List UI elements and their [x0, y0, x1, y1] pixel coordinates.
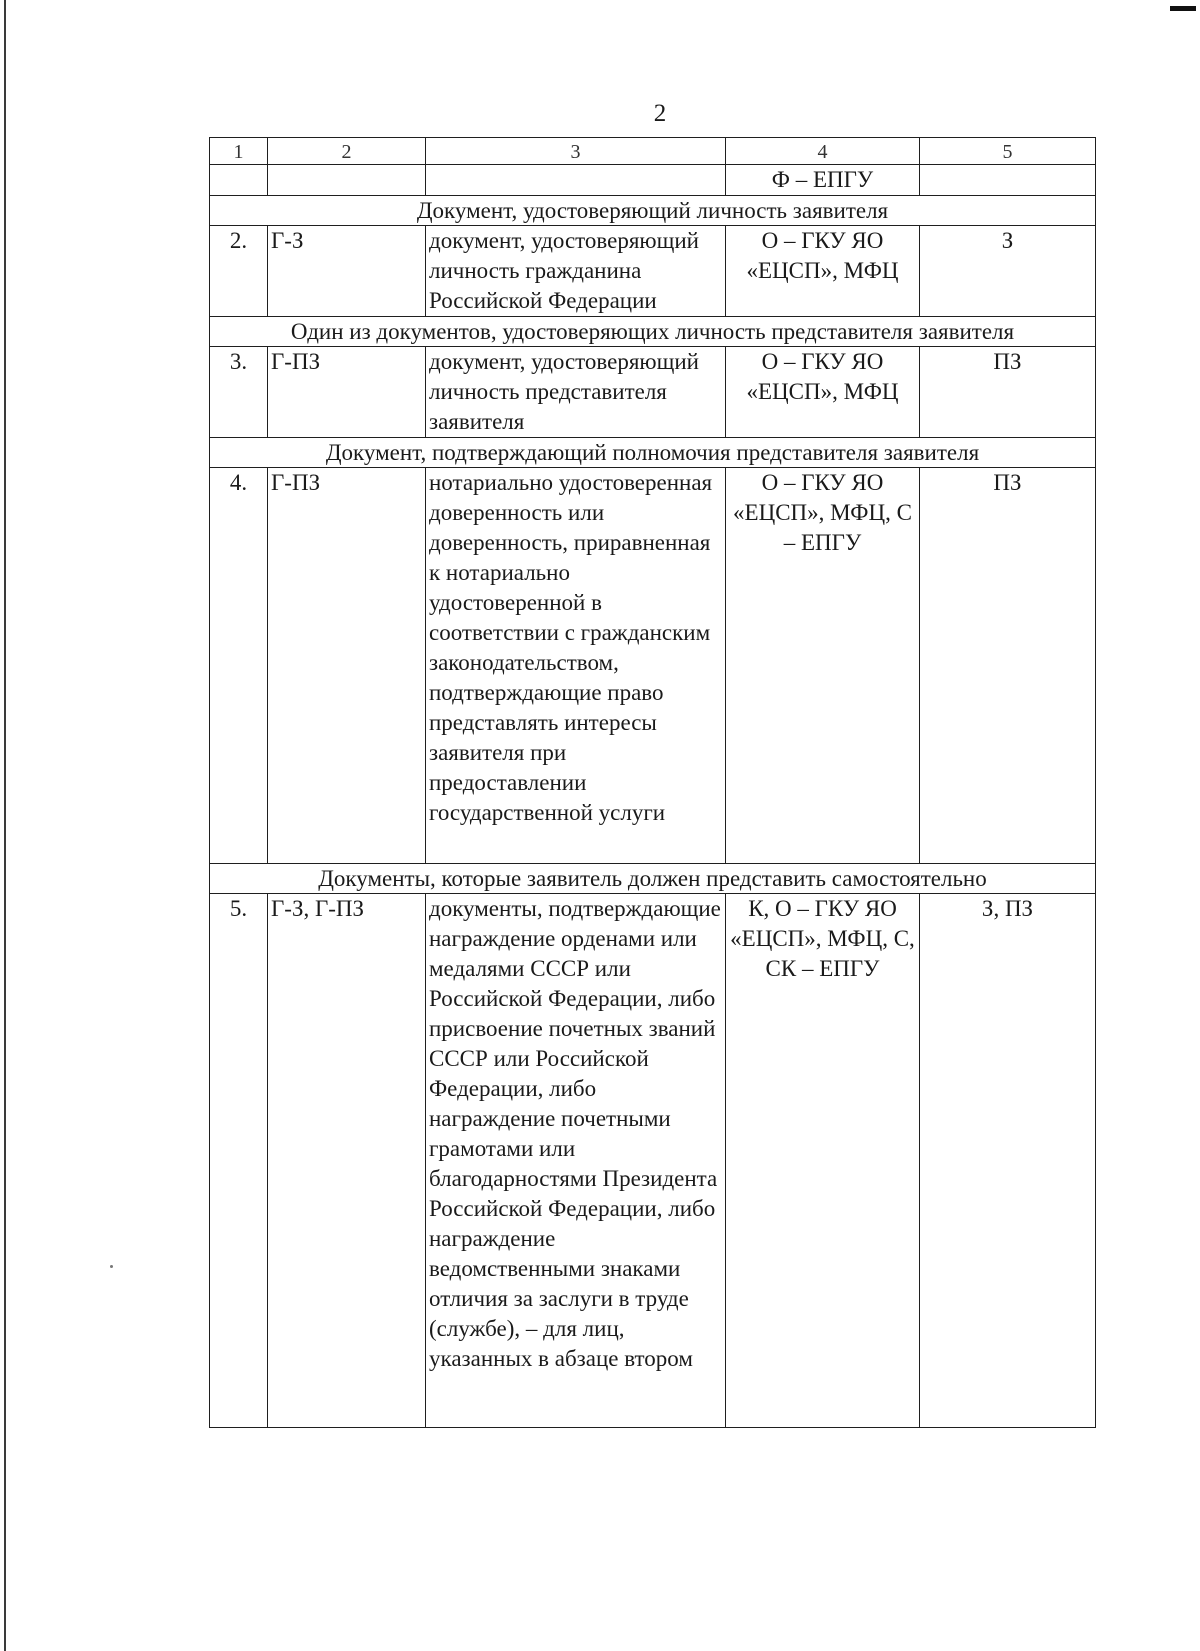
section-heading-row — [210, 317, 1096, 347]
document-description: документ, удостоверяющий личность представителя заявителя — [426, 347, 726, 438]
documents-table — [209, 137, 1096, 1428]
submission-method: О – ГКУ ЯО «ЕЦСП», МФЦ, С – ЕПГУ — [726, 468, 920, 864]
column-number: 2 — [268, 138, 426, 165]
table-row — [210, 347, 1096, 438]
section-heading-row — [210, 196, 1096, 226]
section-heading-row — [210, 864, 1096, 894]
scan-speck — [110, 1265, 113, 1268]
category-code: Г-ПЗ — [268, 468, 426, 864]
table-cell — [210, 165, 268, 196]
category-code: Г-З — [268, 226, 426, 317]
table-row — [210, 894, 1096, 1428]
document-description: документы, подтверждающие награждение орденами или медалями СССР или Российской Федерации, либо присвоение почетных званий СССР или Российской Федерации, либо награждение почетными грамотами или благодарностями Президента Российской Федерации, либо награждение ведомственными знаками отличия за заслуги в труде (службе), – для лиц, указанных в абзаце втором — [426, 894, 726, 1428]
section-heading: Документ, подтверждающий полномочия представителя заявителя — [210, 438, 1096, 468]
page-number: 2 — [653, 100, 667, 127]
applicant-type: ПЗ — [920, 347, 1096, 438]
submission-method: К, О – ГКУ ЯО «ЕЦСП», МФЦ, С, СК – ЕПГУ — [726, 894, 920, 1428]
submission-method: О – ГКУ ЯО «ЕЦСП», МФЦ — [726, 347, 920, 438]
category-code: Г-З, Г-ПЗ — [268, 894, 426, 1428]
document-description: документ, удостоверяющий личность гражданина Российской Федерации — [426, 226, 726, 317]
section-heading: Документ, удостоверяющий личность заявителя — [210, 196, 1096, 226]
table-row — [210, 468, 1096, 864]
row-number: 3. — [210, 347, 268, 438]
category-code: Г-ПЗ — [268, 347, 426, 438]
continuation-row — [210, 165, 1096, 196]
column-number: 3 — [426, 138, 726, 165]
column-number: 5 — [920, 138, 1096, 165]
table-row — [210, 226, 1096, 317]
section-heading: Один из документов, удостоверяющих личность представителя заявителя — [210, 317, 1096, 347]
table-cell — [426, 165, 726, 196]
row-number: 5. — [210, 894, 268, 1428]
document-description: нотариально удостоверенная доверенность или доверенность, приравненная к нотариально удостоверенной в соответствии с гражданским законодательством, подтверждающие право представлять интересы заявителя при предоставлении государственной услуги — [426, 468, 726, 864]
table-cell — [920, 165, 1096, 196]
submission-method: О – ГКУ ЯО «ЕЦСП», МФЦ — [726, 226, 920, 317]
scan-corner-mark — [1170, 6, 1196, 11]
column-number: 4 — [726, 138, 920, 165]
section-heading: Документы, которые заявитель должен представить самостоятельно — [210, 864, 1096, 894]
applicant-type: З — [920, 226, 1096, 317]
column-number: 1 — [210, 138, 268, 165]
source-cell: Ф – ЕПГУ — [726, 165, 920, 196]
scan-edge-line — [4, 0, 6, 1651]
column-number-row — [210, 138, 1096, 165]
row-number: 4. — [210, 468, 268, 864]
row-number: 2. — [210, 226, 268, 317]
applicant-type: ПЗ — [920, 468, 1096, 864]
section-heading-row — [210, 438, 1096, 468]
applicant-type: З, ПЗ — [920, 894, 1096, 1428]
table-cell — [268, 165, 426, 196]
